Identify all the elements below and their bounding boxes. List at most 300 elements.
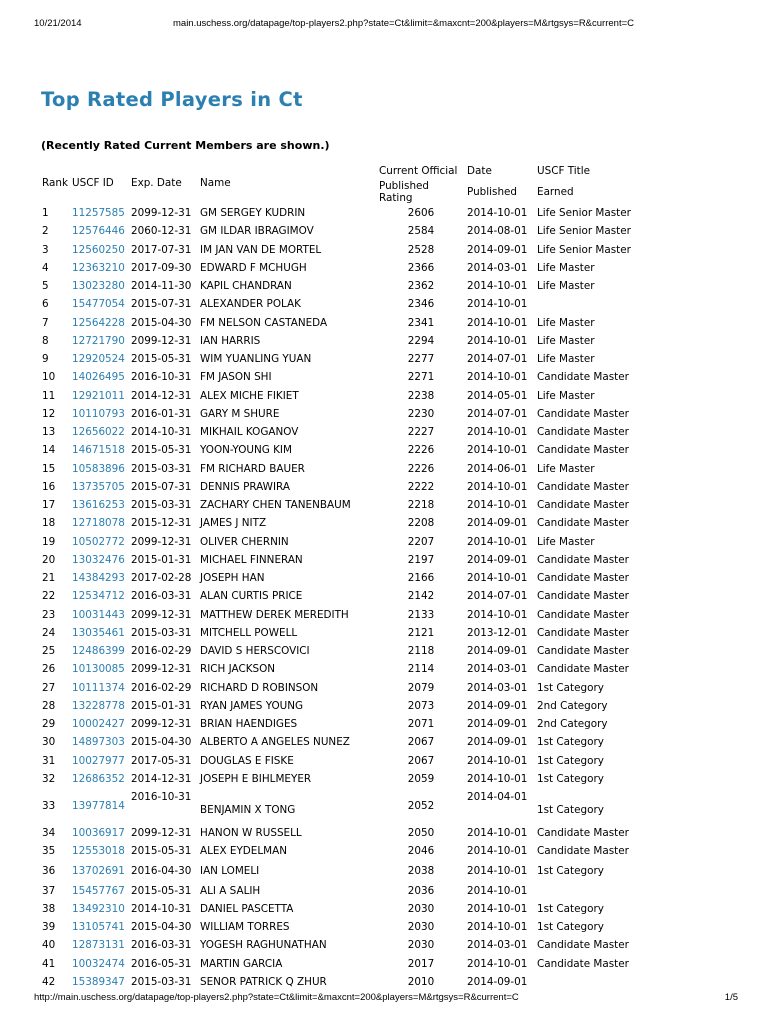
published-date-cell: 2014-07-01 <box>467 353 528 366</box>
table-row <box>40 697 639 715</box>
published-date-cell: 2014-10-01 <box>467 334 528 347</box>
exp-date-cell: 2015-03-31 <box>131 975 192 988</box>
published-date-cell: 2014-10-01 <box>467 480 528 493</box>
player-name-cell: ALEXANDER POLAK <box>200 298 301 311</box>
published-date-cell: 2014-04-01 <box>467 791 528 803</box>
rating-cell: 2038 <box>407 865 435 877</box>
col-date-header-line2: Published <box>467 186 518 198</box>
rating-cell: 2227 <box>407 426 435 439</box>
table-row <box>40 460 639 478</box>
uscf-id-link[interactable]: 13032476 <box>72 553 125 566</box>
uscf-id-link[interactable]: 12920524 <box>72 353 125 366</box>
rank-cell: 12 <box>42 407 56 420</box>
rank-cell: 40 <box>42 939 56 952</box>
table-row <box>40 368 639 386</box>
published-date-cell: 2014-10-01 <box>467 754 528 767</box>
title-cell: Candidate Master <box>537 626 629 639</box>
exp-date-cell: 2016-10-31 <box>131 791 192 803</box>
rating-cell: 2030 <box>407 902 435 915</box>
rating-cell: 2294 <box>407 334 435 347</box>
col-rank-header: Rank <box>42 177 68 189</box>
published-date-cell: 2014-10-01 <box>467 280 528 293</box>
uscf-id-link[interactable]: 12721790 <box>72 334 125 347</box>
rank-cell: 22 <box>42 590 56 603</box>
rank-cell: 32 <box>42 772 56 785</box>
title-cell: Candidate Master <box>537 426 629 439</box>
player-name-cell: GM ILDAR IBRAGIMOV <box>200 225 314 238</box>
rank-cell: 28 <box>42 699 56 712</box>
rank-cell: 36 <box>42 865 56 877</box>
uscf-id-link[interactable]: 10031443 <box>72 608 125 621</box>
player-name-cell: RICH JACKSON <box>200 663 276 676</box>
exp-date-cell: 2016-02-29 <box>131 645 192 658</box>
exp-date-cell: 2015-07-31 <box>131 298 192 311</box>
exp-date-cell: 2060-12-31 <box>131 225 192 238</box>
title-cell: 1st Category <box>537 804 604 816</box>
exp-date-cell: 2017-05-31 <box>131 754 192 767</box>
rating-cell: 2067 <box>407 754 435 767</box>
rating-cell: 2346 <box>407 298 435 311</box>
published-date-cell: 2014-10-01 <box>467 827 528 840</box>
player-name-cell: FM JASON SHI <box>200 371 272 384</box>
player-name-cell: GM SERGEY KUDRIN <box>200 207 306 220</box>
col-uscf-id-header: USCF ID <box>72 177 114 189</box>
player-name-cell: IAN HARRIS <box>200 334 261 347</box>
table-row <box>40 752 639 770</box>
rating-cell: 2277 <box>407 353 435 366</box>
rank-cell: 21 <box>42 572 56 585</box>
uscf-id-link[interactable]: 14897303 <box>72 736 125 749</box>
rank-cell: 25 <box>42 645 56 658</box>
uscf-id-link[interactable]: 13616253 <box>72 499 125 512</box>
print-date: 10/21/2014 <box>34 18 82 29</box>
exp-date-cell: 2015-05-31 <box>131 884 192 897</box>
title-cell: Candidate Master <box>537 590 629 603</box>
player-name-cell: DAVID S HERSCOVICI <box>200 645 310 658</box>
exp-date-cell: 2017-07-31 <box>131 243 192 256</box>
uscf-id-link[interactable]: 10130085 <box>72 663 125 676</box>
players-table-body <box>40 204 639 991</box>
rank-cell: 39 <box>42 921 56 934</box>
title-cell: 1st Category <box>537 865 604 877</box>
rank-cell: 5 <box>42 280 49 293</box>
player-name-cell: EDWARD F MCHUGH <box>200 261 307 274</box>
title-cell: 1st Category <box>537 754 604 767</box>
rating-cell: 2528 <box>407 243 435 256</box>
exp-date-cell: 2015-01-31 <box>131 553 192 566</box>
table-row <box>40 824 639 842</box>
table-row <box>40 936 639 954</box>
rating-cell: 2208 <box>407 517 435 530</box>
table-row <box>40 882 639 900</box>
uscf-id-link[interactable]: 14671518 <box>72 444 125 457</box>
player-name-cell: BRIAN HAENDIGES <box>200 718 298 731</box>
published-date-cell: 2014-10-01 <box>467 902 528 915</box>
published-date-cell: 2014-07-01 <box>467 407 528 420</box>
rating-cell: 2226 <box>407 462 435 475</box>
player-name-cell: ZACHARY CHEN TANENBAUM <box>200 499 351 512</box>
rating-cell: 2030 <box>407 939 435 952</box>
uscf-id-link[interactable]: 12873131 <box>72 939 125 952</box>
player-name-cell: JAMES J NITZ <box>200 517 267 530</box>
exp-date-cell: 2014-10-31 <box>131 902 192 915</box>
exp-date-cell: 2015-05-31 <box>131 444 192 457</box>
col-exp-date-header: Exp. Date <box>131 177 182 189</box>
exp-date-cell: 2099-12-31 <box>131 608 192 621</box>
exp-date-cell: 2099-12-31 <box>131 207 192 220</box>
rank-cell: 20 <box>42 553 56 566</box>
col-rating-header-line1: Current Official <box>379 165 458 177</box>
table-row <box>40 551 639 569</box>
exp-date-cell: 2015-04-30 <box>131 736 192 749</box>
title-cell: Candidate Master <box>537 939 629 952</box>
rank-cell: 1 <box>42 207 49 220</box>
table-row <box>40 900 639 918</box>
published-date-cell: 2014-10-01 <box>467 884 528 897</box>
uscf-id-link[interactable]: 13105741 <box>72 921 125 934</box>
players-table-header <box>40 162 639 204</box>
uscf-id-link[interactable]: 12486399 <box>72 645 125 658</box>
table-row <box>40 569 639 587</box>
title-cell: 1st Category <box>537 736 604 749</box>
uscf-id-link[interactable]: 13023280 <box>72 280 125 293</box>
player-name-cell: FM RICHARD BAUER <box>200 462 305 475</box>
rating-cell: 2341 <box>407 316 435 329</box>
rating-cell: 2197 <box>407 553 435 566</box>
rank-cell: 34 <box>42 827 56 840</box>
published-date-cell: 2014-09-01 <box>467 699 528 712</box>
rating-cell: 2079 <box>407 681 435 694</box>
exp-date-cell: 2099-12-31 <box>131 535 192 548</box>
uscf-id-link[interactable]: 10583896 <box>72 462 125 475</box>
title-cell: 1st Category <box>537 921 604 934</box>
table-row <box>40 350 639 368</box>
rank-cell: 3 <box>42 243 49 256</box>
player-name-cell: WIM YUANLING YUAN <box>200 353 312 366</box>
published-date-cell: 2014-10-01 <box>467 572 528 585</box>
table-row <box>40 587 639 605</box>
uscf-id-link[interactable]: 12656022 <box>72 426 125 439</box>
exp-date-cell: 2099-12-31 <box>131 334 192 347</box>
player-name-cell: IAN LOMELI <box>200 865 260 877</box>
rank-cell: 7 <box>42 316 49 329</box>
uscf-id-link[interactable]: 14026495 <box>72 371 125 384</box>
rank-cell: 37 <box>42 884 56 897</box>
exp-date-cell: 2099-12-31 <box>131 663 192 676</box>
col-rating-header-line2: Published Rating <box>379 180 430 204</box>
title-cell: Life Senior Master <box>537 207 631 220</box>
published-date-cell: 2014-10-01 <box>467 535 528 548</box>
rank-cell: 2 <box>42 225 49 238</box>
table-row <box>40 241 639 259</box>
published-date-cell: 2014-03-01 <box>467 663 528 676</box>
published-date-cell: 2014-09-01 <box>467 243 528 256</box>
uscf-id-link[interactable]: 13035461 <box>72 626 125 639</box>
title-cell: Candidate Master <box>537 663 629 676</box>
uscf-id-link[interactable]: 10502772 <box>72 535 125 548</box>
table-row <box>40 332 639 350</box>
published-date-cell: 2014-09-01 <box>467 975 528 988</box>
table-row <box>40 770 639 788</box>
rank-cell: 35 <box>42 845 56 858</box>
table-row <box>40 955 639 973</box>
player-name-cell: ALEX EYDELMAN <box>200 845 287 858</box>
title-cell: Candidate Master <box>537 407 629 420</box>
player-name-cell: FM NELSON CASTANEDA <box>200 316 328 329</box>
title-cell <box>535 973 639 991</box>
rating-cell: 2052 <box>407 800 435 812</box>
page-title: Top Rated Players in Ct <box>41 88 303 111</box>
published-date-cell: 2014-10-01 <box>467 957 528 970</box>
uscf-id-link[interactable]: 12560250 <box>72 243 125 256</box>
rank-cell: 8 <box>42 334 49 347</box>
uscf-id-link[interactable]: 12363210 <box>72 261 125 274</box>
rating-cell: 2133 <box>407 608 435 621</box>
rank-cell: 17 <box>42 499 56 512</box>
rank-cell: 30 <box>42 736 56 749</box>
exp-date-cell: 2016-05-31 <box>131 957 192 970</box>
rating-cell: 2218 <box>407 499 435 512</box>
exp-date-cell: 2016-01-31 <box>131 407 192 420</box>
rank-cell: 42 <box>42 975 56 988</box>
player-name-cell: MARTIN GARCIA <box>200 957 283 970</box>
rank-cell: 19 <box>42 535 56 548</box>
uscf-id-link[interactable]: 13492310 <box>72 902 125 915</box>
published-date-cell: 2014-10-01 <box>467 426 528 439</box>
exp-date-cell: 2014-11-30 <box>131 280 192 293</box>
player-name-cell: MIKHAIL KOGANOV <box>200 426 299 439</box>
exp-date-cell: 2099-12-31 <box>131 827 192 840</box>
title-cell: Candidate Master <box>537 845 629 858</box>
published-date-cell: 2014-10-01 <box>467 298 528 311</box>
uscf-id-link[interactable]: 10111374 <box>72 681 125 694</box>
uscf-id-link[interactable]: 10032474 <box>72 957 125 970</box>
col-title-header-line1: USCF Title <box>537 165 591 177</box>
table-row <box>40 788 639 824</box>
rating-cell: 2238 <box>407 389 435 402</box>
rating-cell: 2121 <box>407 626 435 639</box>
table-row <box>40 441 639 459</box>
rating-cell: 2114 <box>407 663 435 676</box>
uscf-id-link[interactable]: 14384293 <box>72 572 125 585</box>
col-date-header-line1: Date <box>467 165 492 177</box>
exp-date-cell: 2015-01-31 <box>131 699 192 712</box>
uscf-id-link[interactable]: 12921011 <box>72 389 125 402</box>
exp-date-cell: 2015-03-31 <box>131 499 192 512</box>
exp-date-cell: 2015-07-31 <box>131 480 192 493</box>
published-date-cell: 2014-09-01 <box>467 718 528 731</box>
published-date-cell: 2014-09-01 <box>467 517 528 530</box>
title-cell: Life Master <box>537 389 595 402</box>
player-name-cell: DANIEL PASCETTA <box>200 902 294 915</box>
uscf-id-link[interactable]: 12686352 <box>72 772 125 785</box>
title-cell: Candidate Master <box>537 827 629 840</box>
rank-cell: 18 <box>42 517 56 530</box>
title-cell: Life Master <box>537 261 595 274</box>
title-cell: Candidate Master <box>537 553 629 566</box>
uscf-id-link[interactable]: 12576446 <box>72 225 125 238</box>
players-table <box>40 162 639 991</box>
table-row <box>40 624 639 642</box>
rating-cell: 2142 <box>407 590 435 603</box>
uscf-id-link[interactable]: 12718078 <box>72 517 125 530</box>
title-cell <box>535 882 639 900</box>
table-row <box>40 478 639 496</box>
title-cell: Life Master <box>537 353 595 366</box>
player-name-cell: WILLIAM TORRES <box>200 921 290 934</box>
rank-cell: 10 <box>42 371 56 384</box>
rank-cell: 29 <box>42 718 56 731</box>
table-row <box>40 222 639 240</box>
table-row <box>40 533 639 551</box>
rating-cell: 2046 <box>407 845 435 858</box>
table-row <box>40 642 639 660</box>
title-cell: Candidate Master <box>537 517 629 530</box>
exp-date-cell: 2016-02-29 <box>131 681 192 694</box>
uscf-id-link[interactable]: 11257585 <box>72 207 125 220</box>
rank-cell: 33 <box>42 800 56 812</box>
exp-date-cell: 2016-04-30 <box>131 865 192 877</box>
uscf-id-link[interactable]: 10110793 <box>72 407 125 420</box>
exp-date-cell: 2099-12-31 <box>131 718 192 731</box>
table-row <box>40 842 639 860</box>
player-name-cell: MITCHELL POWELL <box>200 626 298 639</box>
player-name-cell: OLIVER CHERNIN <box>200 535 289 548</box>
title-cell: Candidate Master <box>537 572 629 585</box>
table-row <box>40 861 639 882</box>
exp-date-cell: 2015-03-31 <box>131 626 192 639</box>
table-row <box>40 606 639 624</box>
exp-date-cell: 2015-05-31 <box>131 353 192 366</box>
title-cell: Life Senior Master <box>537 225 631 238</box>
uscf-id-link[interactable]: 10027977 <box>72 754 125 767</box>
exp-date-cell: 2016-03-31 <box>131 939 192 952</box>
published-date-cell: 2014-07-01 <box>467 590 528 603</box>
uscf-id-link[interactable]: 13977814 <box>72 800 125 812</box>
table-row <box>40 405 639 423</box>
rank-cell: 27 <box>42 681 56 694</box>
table-row <box>40 295 639 313</box>
table-row <box>40 277 639 295</box>
exp-date-cell: 2014-12-31 <box>131 389 192 402</box>
title-cell: Life Master <box>537 316 595 329</box>
rank-cell: 4 <box>42 261 49 274</box>
table-row <box>40 204 639 222</box>
player-name-cell: JOSEPH E BIHLMEYER <box>200 772 312 785</box>
uscf-id-link[interactable]: 13735705 <box>72 480 125 493</box>
player-name-cell: ALI A SALIH <box>200 884 261 897</box>
rating-cell: 2050 <box>407 827 435 840</box>
player-name-cell: ALEX MICHE FIKIET <box>200 389 299 402</box>
rating-cell: 2030 <box>407 921 435 934</box>
player-name-cell: DOUGLAS E FISKE <box>200 754 294 767</box>
uscf-id-link[interactable]: 13228778 <box>72 699 125 712</box>
rank-cell: 11 <box>42 389 56 402</box>
player-name-cell: DENNIS PRAWIRA <box>200 480 290 493</box>
uscf-id-link[interactable]: 12564228 <box>72 316 125 329</box>
rating-cell: 2017 <box>407 957 435 970</box>
table-row <box>40 423 639 441</box>
exp-date-cell: 2014-10-31 <box>131 426 192 439</box>
table-row <box>40 387 639 405</box>
uscf-id-link[interactable]: 10036917 <box>72 827 125 840</box>
uscf-id-link[interactable]: 15457767 <box>72 884 125 897</box>
player-name-cell: RICHARD D ROBINSON <box>200 681 319 694</box>
title-cell: Candidate Master <box>537 645 629 658</box>
published-date-cell: 2014-08-01 <box>467 225 528 238</box>
published-date-cell: 2014-10-01 <box>467 207 528 220</box>
col-name-header: Name <box>200 177 231 189</box>
title-cell: 1st Category <box>537 681 604 694</box>
rank-cell: 16 <box>42 480 56 493</box>
rating-cell: 2584 <box>407 225 435 238</box>
table-row <box>40 973 639 991</box>
rating-cell: 2059 <box>407 772 435 785</box>
table-row <box>40 733 639 751</box>
exp-date-cell: 2016-10-31 <box>131 371 192 384</box>
player-name-cell: KAPIL CHANDRAN <box>200 280 292 293</box>
title-cell: Candidate Master <box>537 480 629 493</box>
uscf-id-link[interactable]: 13702691 <box>72 865 125 877</box>
published-date-cell: 2014-10-01 <box>467 772 528 785</box>
table-row <box>40 918 639 936</box>
exp-date-cell: 2014-12-31 <box>131 772 192 785</box>
uscf-id-link[interactable]: 15477054 <box>72 298 125 311</box>
player-name-cell: ALAN CURTIS PRICE <box>200 590 303 603</box>
uscf-id-link[interactable]: 12534712 <box>72 590 125 603</box>
rating-cell: 2207 <box>407 535 435 548</box>
table-row <box>40 314 639 332</box>
uscf-id-link[interactable]: 10002427 <box>72 718 125 731</box>
published-date-cell: 2014-06-01 <box>467 462 528 475</box>
rating-cell: 2010 <box>407 975 435 988</box>
player-name-cell: SENOR PATRICK Q ZHUR <box>200 975 327 988</box>
page-subtitle: (Recently Rated Current Members are shown.) <box>41 139 330 152</box>
published-date-cell: 2014-03-01 <box>467 681 528 694</box>
rank-cell: 24 <box>42 626 56 639</box>
uscf-id-link[interactable]: 15389347 <box>72 975 125 988</box>
published-date-cell: 2014-09-01 <box>467 736 528 749</box>
exp-date-cell: 2015-05-31 <box>131 845 192 858</box>
rating-cell: 2222 <box>407 480 435 493</box>
title-cell: Life Master <box>537 535 595 548</box>
exp-date-cell: 2017-02-28 <box>131 572 192 585</box>
rating-cell: 2166 <box>407 572 435 585</box>
rank-cell: 15 <box>42 462 56 475</box>
player-name-cell: YOON-YOUNG KIM <box>200 444 292 457</box>
table-row <box>40 679 639 697</box>
table-row <box>40 514 639 532</box>
uscf-id-link[interactable]: 12553018 <box>72 845 125 858</box>
published-date-cell: 2014-09-01 <box>467 553 528 566</box>
rank-cell: 23 <box>42 608 56 621</box>
player-name-cell: RYAN JAMES YOUNG <box>200 699 304 712</box>
rank-cell: 13 <box>42 426 56 439</box>
title-cell: Life Senior Master <box>537 243 631 256</box>
rating-cell: 2366 <box>407 261 435 274</box>
title-cell: Candidate Master <box>537 371 629 384</box>
table-row <box>40 715 639 733</box>
table-row <box>40 259 639 277</box>
rank-cell: 41 <box>42 957 56 970</box>
published-date-cell: 2014-10-01 <box>467 316 528 329</box>
rating-cell: 2226 <box>407 444 435 457</box>
rating-cell: 2071 <box>407 718 435 731</box>
title-cell: Candidate Master <box>537 499 629 512</box>
rating-cell: 2606 <box>407 207 435 220</box>
player-name-cell: HANON W RUSSELL <box>200 827 302 840</box>
rating-cell: 2230 <box>407 407 435 420</box>
